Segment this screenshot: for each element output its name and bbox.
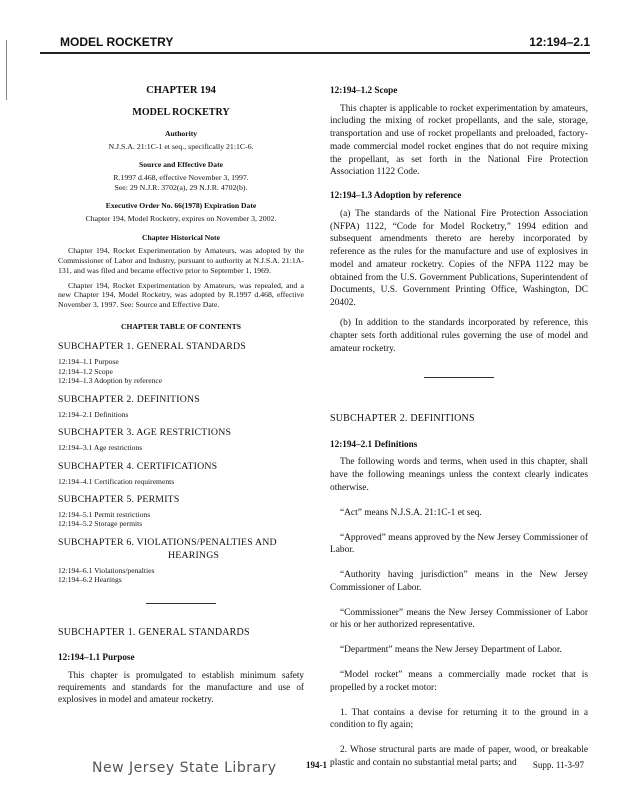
definitions-intro: The following words and terms, when used in this chapter, shall have the following meanings unless the context clearly indicates otherwise. (330, 457, 588, 493)
toc-item: 12:194–6.1 Violations/penalties (58, 565, 155, 575)
authority-heading: Authority (164, 129, 198, 139)
left-column (58, 84, 304, 712)
running-header (40, 34, 590, 54)
toc-item: 12:194–2.1 Definitions (58, 409, 129, 419)
exec-order-heading: Executive Order No. 66(1978) Expiration Date (105, 201, 257, 211)
chapter-title: MODEL ROCKETRY (132, 106, 230, 118)
toc-item: 12:194–6.2 Hearings (58, 575, 122, 585)
section-1-3-heading: 12:194–1.3 Adoption by reference (330, 190, 462, 201)
historical-note-heading: Chapter Historical Note (142, 232, 220, 242)
toc-subchapter: SUBCHAPTER 3. AGE RESTRICTIONS (58, 427, 232, 439)
toc-group (58, 394, 304, 419)
section-1-2-heading: 12:194–1.2 Scope (330, 85, 398, 95)
section-divider (424, 377, 494, 378)
margin-line (6, 40, 7, 100)
toc-subchapter: SUBCHAPTER 4. CERTIFICATIONS (58, 460, 218, 472)
toc-item: 12:194–1.2 Scope (58, 366, 113, 376)
subchapter-2-heading: SUBCHAPTER 2. DEFINITIONS (330, 413, 475, 425)
source-line-1: R.1997 d.468, effective November 3, 1997. (113, 173, 249, 183)
toc-item: 12:194–1.3 Adoption by reference (58, 376, 163, 386)
source-line-2: See: 29 N.J.R. 3702(a), 29 N.J.R. 4702(b). (114, 183, 248, 193)
definition: “Act” means N.J.S.A. 21:1C-1 et seq. (340, 507, 482, 518)
definition: “Authority having jurisdiction” means in the New Jersey Commissioner of Labor. (330, 570, 588, 593)
chapter-number: CHAPTER 194 (146, 85, 216, 96)
toc-heading: CHAPTER TABLE OF CONTENTS (121, 322, 241, 332)
exec-order-text: Chapter 194, Model Rocketry, expires on November 3, 2002. (85, 214, 277, 224)
section-1-1-text: This chapter is promulgated to establish minimum safety requirements and standards for the manufacture and use of explosives in model and amateur rocketry. (58, 670, 304, 705)
section-1-2-text: This chapter is applicable to rocket experimentation by amateurs, including the mixing of rocket propellants, and the sale, storage, transportation and use of rocket propellants and preloaded, factory-made commercial model rocket engines that do not require mixing the propellant, as set forth in the National Fire Protection Association 1122 Code. (330, 103, 588, 178)
toc-item: 12:194–5.2 Storage permits (58, 519, 143, 529)
source-heading: Source and Effective Date (138, 160, 223, 170)
toc-group (58, 341, 304, 385)
toc-subchapter: SUBCHAPTER 2. DEFINITIONS (58, 393, 200, 405)
subchapter-1-heading: SUBCHAPTER 1. GENERAL STANDARDS (58, 626, 250, 638)
toc-item: 12:194–4.1 Certification requirements (58, 476, 175, 486)
source-text (58, 173, 304, 193)
supplement-date: Supp. 11-3-97 (532, 760, 584, 770)
historical-note-1: Chapter 194, Rocket Experimentation by Amateurs, was adopted by the Commissioner of Labor and Industry, pursuant to authority at N.J.S.A. 21:1A-131, and was filed and became effective prior to September 1, 1969. (58, 245, 304, 275)
page-number: 194-1 (306, 760, 327, 770)
library-watermark: New Jersey State Library (92, 760, 277, 776)
section-2-1-heading: 12:194–2.1 Definitions (330, 438, 418, 449)
toc-group (58, 427, 304, 452)
definition: “Approved” means approved by the New Jersey Commissioner of Labor. (330, 532, 588, 556)
toc-subchapter: SUBCHAPTER 1. GENERAL STANDARDS (58, 341, 246, 353)
header-section: 12:194–2.1 (529, 35, 590, 49)
authority-text: N.J.S.A. 21:1C-1 et seq., specifically 21:1C-6. (108, 142, 254, 152)
toc-group (58, 461, 304, 486)
section-1-3-b: (b) In addition to the standards incorporated by reference, this chapter sets forth additional rules governing the use of model and amateur rocketry. (330, 317, 588, 354)
right-column (330, 84, 588, 782)
toc-group (58, 537, 304, 585)
definition: “Department” means the New Jersey Department of Labor. (340, 645, 562, 656)
definition-item: 1. That contains a devise for returning it to the ground in a condition to fly again; (330, 707, 588, 731)
header-title: MODEL ROCKETRY (60, 35, 174, 49)
definition-item: 2. Whose structural parts are made of paper, wood, or breakable plastic and contain no substantial metal parts; and (330, 745, 588, 768)
toc-subchapter-cont: HEARINGS (168, 549, 220, 561)
historical-note-2: Chapter 194, Rocket Experimentation by Amateurs, was repealed, and a new Chapter 194, Model Rocketry, was adopted by R.1997 d.468, effective November 3, 1997. See: Source and Effective Date. (58, 280, 304, 310)
toc-group (58, 494, 304, 529)
definition: “Model rocket” means a commercially made rocket that is propelled by a rocket motor: (330, 670, 588, 693)
toc-subchapter: SUBCHAPTER 6. VIOLATIONS/PENALTIES AND (58, 536, 277, 548)
section-1-1-heading: 12:194–1.1 Purpose (58, 651, 135, 662)
toc-subchapter: SUBCHAPTER 5. PERMITS (58, 494, 180, 506)
definition: “Commissioner” means the New Jersey Commissioner of Labor or his or her authorized representative. (330, 607, 588, 631)
section-1-3-a: (a) The standards of the National Fire Protection Association (NFPA) 1122, “Code for Model Rocketry,” 1994 edition and subsequent amendments thereto are hereby incorporated by reference as the rules for the manufacture and use of explosives in model and amateur rocketry. Copies of the NFPA 1122 may be obtained from the U.S. Government Publications, Superintendent of Documents, U.S. Government Printing Office, Washington, DC 20402. (330, 208, 588, 309)
toc-item: 12:194–3.1 Age restrictions (58, 443, 143, 453)
toc-item: 12:194–5.1 Permit restrictions (58, 509, 151, 519)
toc-item: 12:194–1.1 Purpose (58, 357, 119, 367)
section-divider (146, 603, 216, 604)
